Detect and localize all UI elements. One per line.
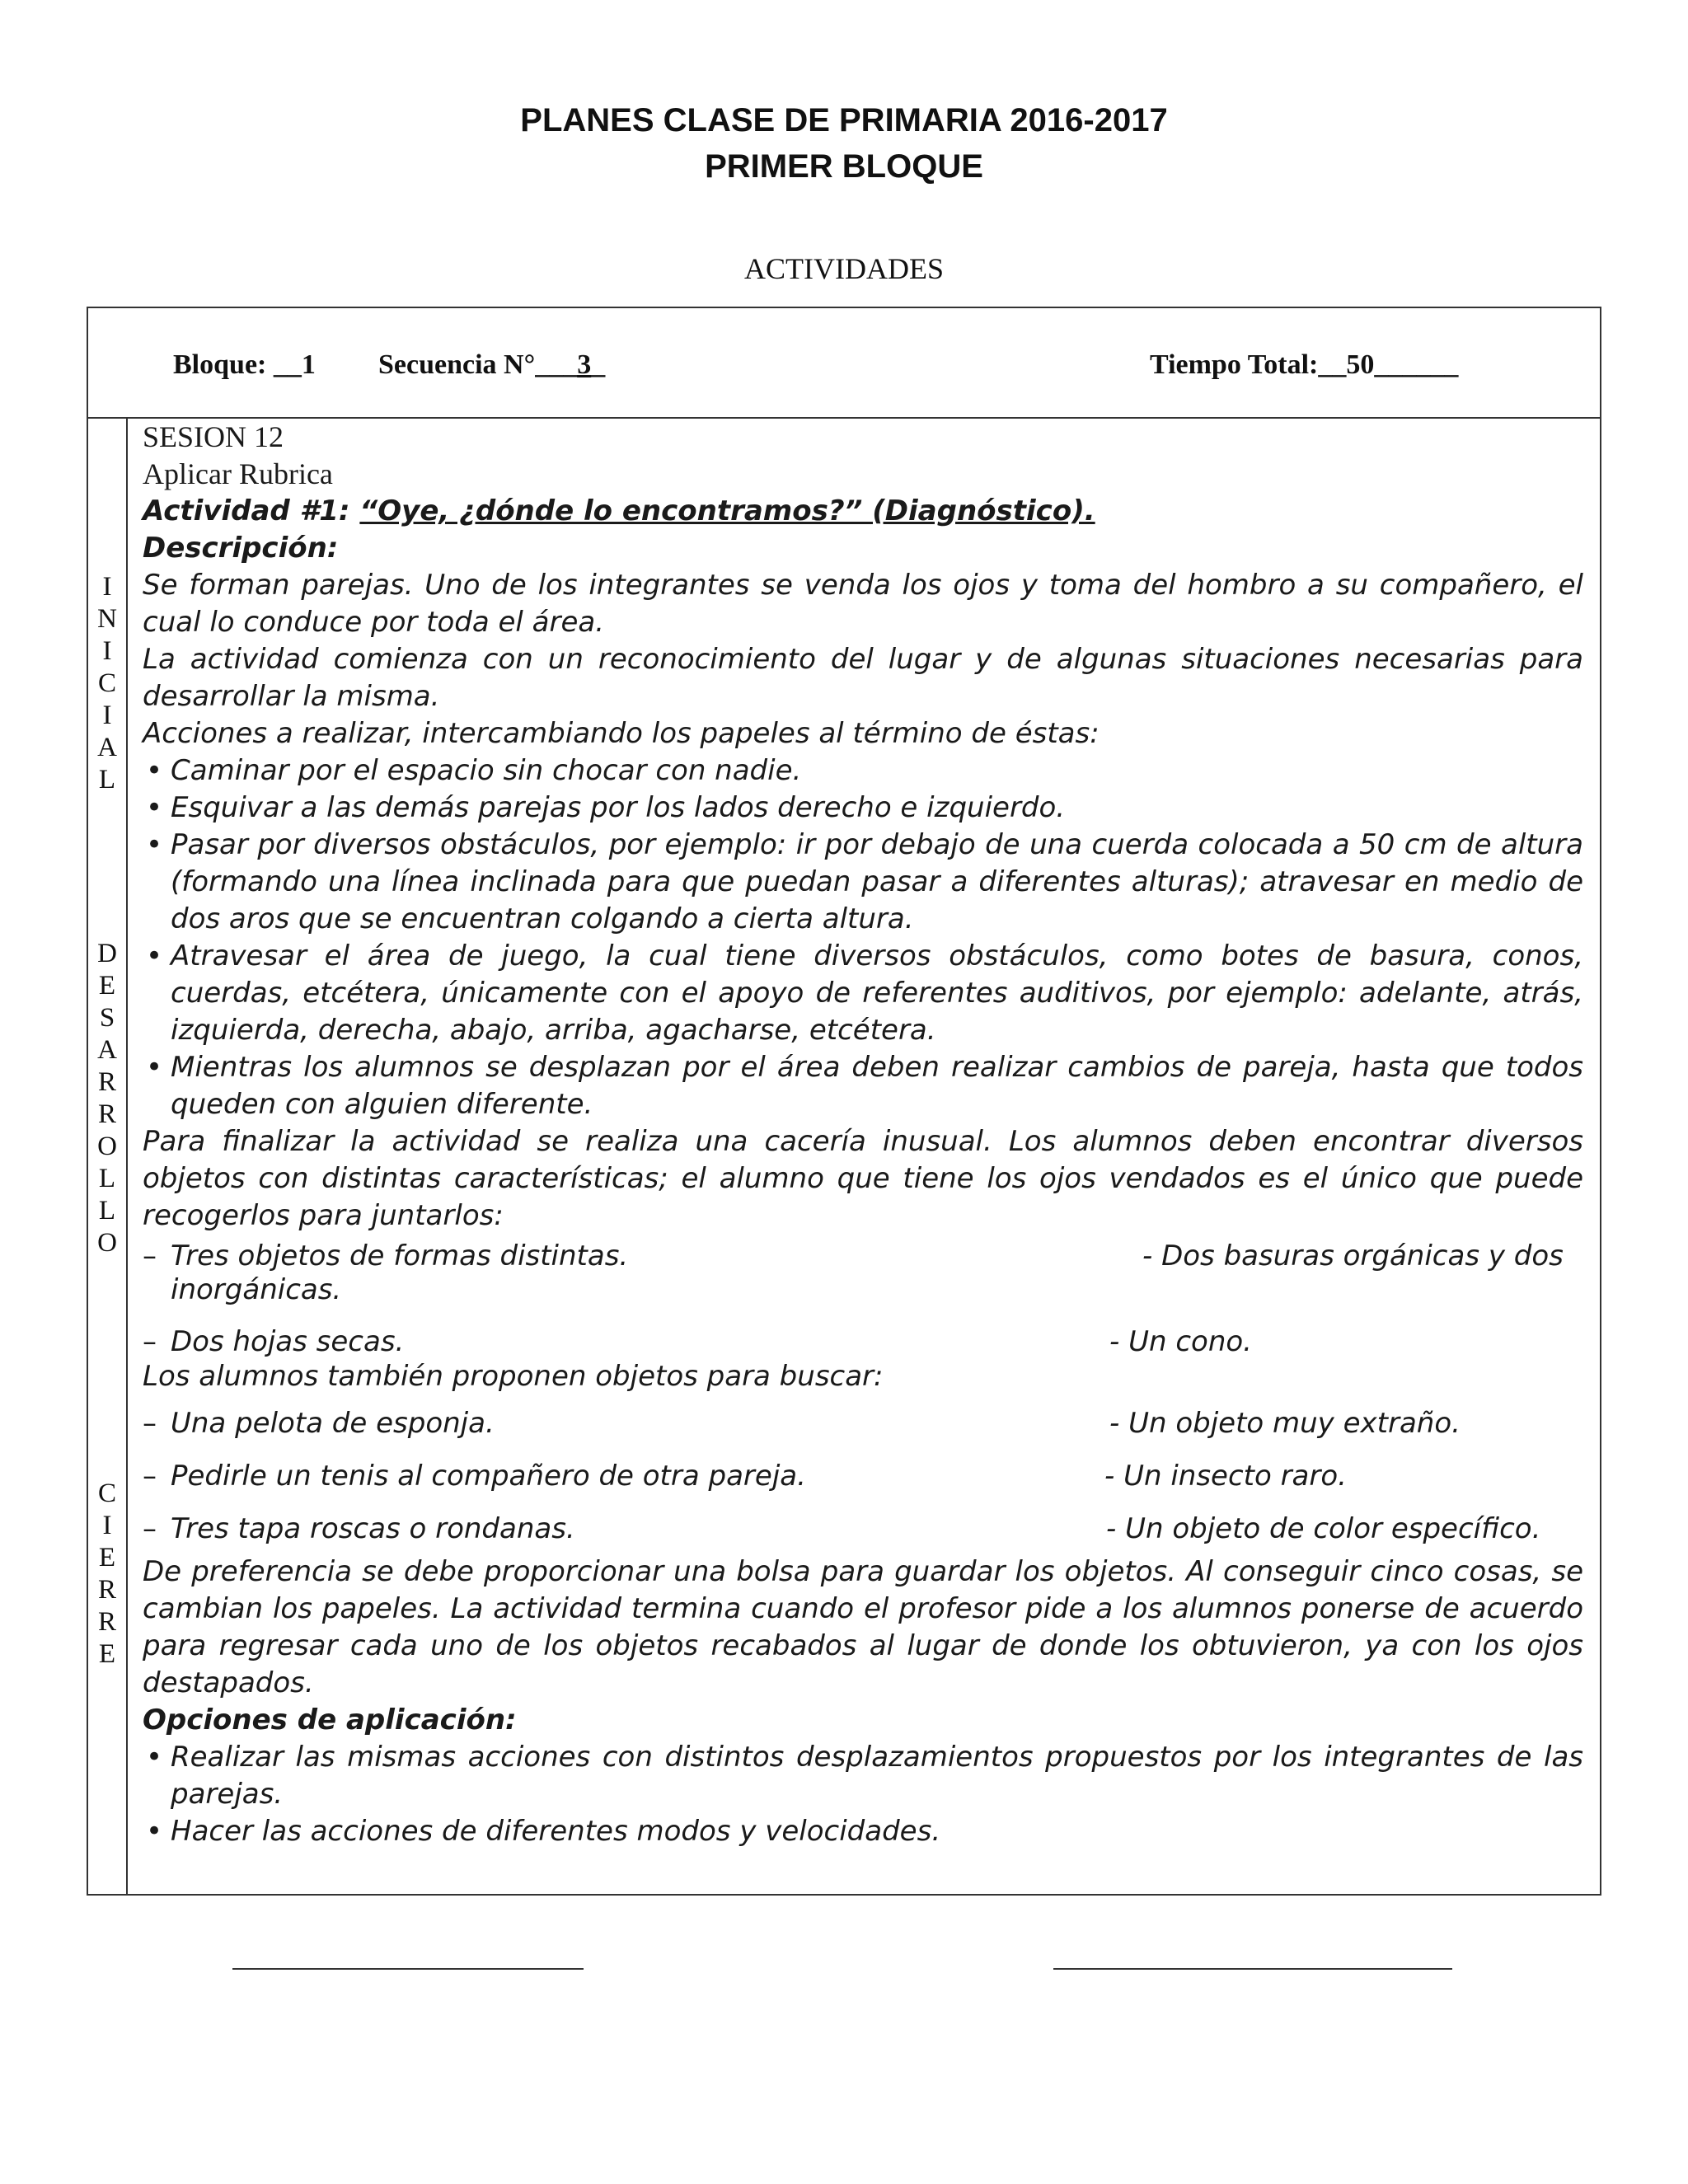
table-header-row — [88, 308, 1600, 419]
bullet-item: • Realizar las mismas acciones con distintos desplazamientos propuestos por los integrantes de las parejas. — [143, 1739, 1583, 1813]
secuencia-field: Secuencia N°___3_ — [378, 349, 606, 380]
secuencia-value: 3 — [577, 349, 592, 380]
paragraph: Acciones a realizar, intercambiando los papeles al término de éstas: — [143, 717, 1100, 750]
phase-desarrollo: D E S A R R O L L O — [97, 939, 117, 1258]
signature-line-left — [232, 1968, 584, 1970]
bloque-value: 1 — [301, 349, 316, 380]
section-heading: ACTIVIDADES — [744, 252, 944, 285]
tiempo-value: 50 — [1346, 349, 1375, 380]
paragraph: Los alumnos también proponen objetos para buscar: — [143, 1360, 884, 1393]
activity-table — [87, 307, 1601, 1896]
phase-cierre: C I E R R E — [97, 1479, 116, 1669]
activity-title: “Oye, ¿dónde lo encontramos?” (Diagnóstico). — [359, 494, 1095, 527]
activity-content — [143, 419, 1583, 1894]
phase-column — [88, 419, 128, 1894]
signature-line-right — [1053, 1968, 1452, 1970]
activity-heading: Actividad #1: “Oye, ¿dónde lo encontramos?” (Diagnóstico). — [143, 494, 1095, 527]
paragraph: De preferencia se debe proporcionar una bolsa para guardar los objetos. Al conseguir cinco cosas, se cambian los papeles. La actividad termina cuando el profesor pide a los alumnos ponerse de acuerdo para regresar cada uno de los objetos recabados al lugar de donde los obtuvieron, ya con los ojos destapados. — [143, 1555, 1583, 1699]
paragraph: Para finalizar la actividad se realiza una cacería inusual. Los alumnos deben encontrar diversos objetos con distintas características; el alumno que tiene los ojos vendados es el único que puede recogerlos para juntarlos: — [143, 1125, 1583, 1232]
list-item-continuation: inorgánicas. — [171, 1273, 342, 1306]
bullet-item: • Caminar por el espacio sin chocar con nadie. — [143, 752, 1583, 790]
list-item: – Dos hojas secas. - Un cono. — [143, 1320, 1583, 1368]
description-label: Descripción: — [143, 532, 339, 565]
bullet-item: • Atravesar el área de juego, la cual tiene diversos obstáculos, como botes de basura, conos, cuerdas, etcétera, únicamente con el apoyo de referentes auditivos, por ejemplo: adelante, atrás, izquierda, derecha, abajo, arriba, agacharse, etcétera. — [143, 938, 1583, 1049]
list-item: – Tres objetos de formas distintas. - Dos basuras orgánicas y dos — [143, 1235, 1583, 1272]
tiempo-field: Tiempo Total:__50______ — [1150, 349, 1459, 380]
paragraph: Se forman parejas. Uno de los integrantes se venda los ojos y toma del hombro a su compañero, el cual lo conduce por toda el área. — [143, 569, 1583, 639]
session-label: SESION 12 — [143, 420, 284, 453]
document-title: PLANES CLASE DE PRIMARIA 2016-2017 — [520, 102, 1168, 138]
bloque-field: Bloque: __1 — [173, 349, 316, 380]
list-item: – Pedirle un tenis al compañero de otra pareja. - Un insecto raro. — [143, 1448, 1583, 1501]
bullet-item: • Hacer las acciones de diferentes modos y velocidades. — [143, 1813, 1583, 1850]
list-item: – Una pelota de esponja. - Un objeto muy extraño. — [143, 1395, 1583, 1448]
document-subtitle: PRIMER BLOQUE — [705, 148, 983, 185]
paragraph: La actividad comienza con un reconocimiento del lugar y de algunas situaciones necesarias para desarrollar la misma. — [143, 643, 1583, 713]
options-label: Opciones de aplicación: — [143, 1704, 517, 1736]
phase-inicial: I N I C I A L — [97, 572, 117, 794]
bullet-item: • Mientras los alumnos se desplazan por el área deben realizar cambios de pareja, hasta que todos queden con alguien diferente. — [143, 1049, 1583, 1123]
bullet-item: • Pasar por diversos obstáculos, por ejemplo: ir por debajo de una cuerda colocada a 50 cm de altura (formando una línea inclinada para que puedan pasar a diferentes alturas); atravesar en medio de dos aros que se encuentran colgando a cierta altura. — [143, 827, 1583, 938]
bullet-item: • Esquivar a las demás parejas por los lados derecho e izquierdo. — [143, 790, 1583, 827]
rubric-label: Aplicar Rubrica — [143, 457, 333, 490]
list-item: – Tres tapa roscas o rondanas. - Un objeto de color específico. — [143, 1501, 1583, 1554]
